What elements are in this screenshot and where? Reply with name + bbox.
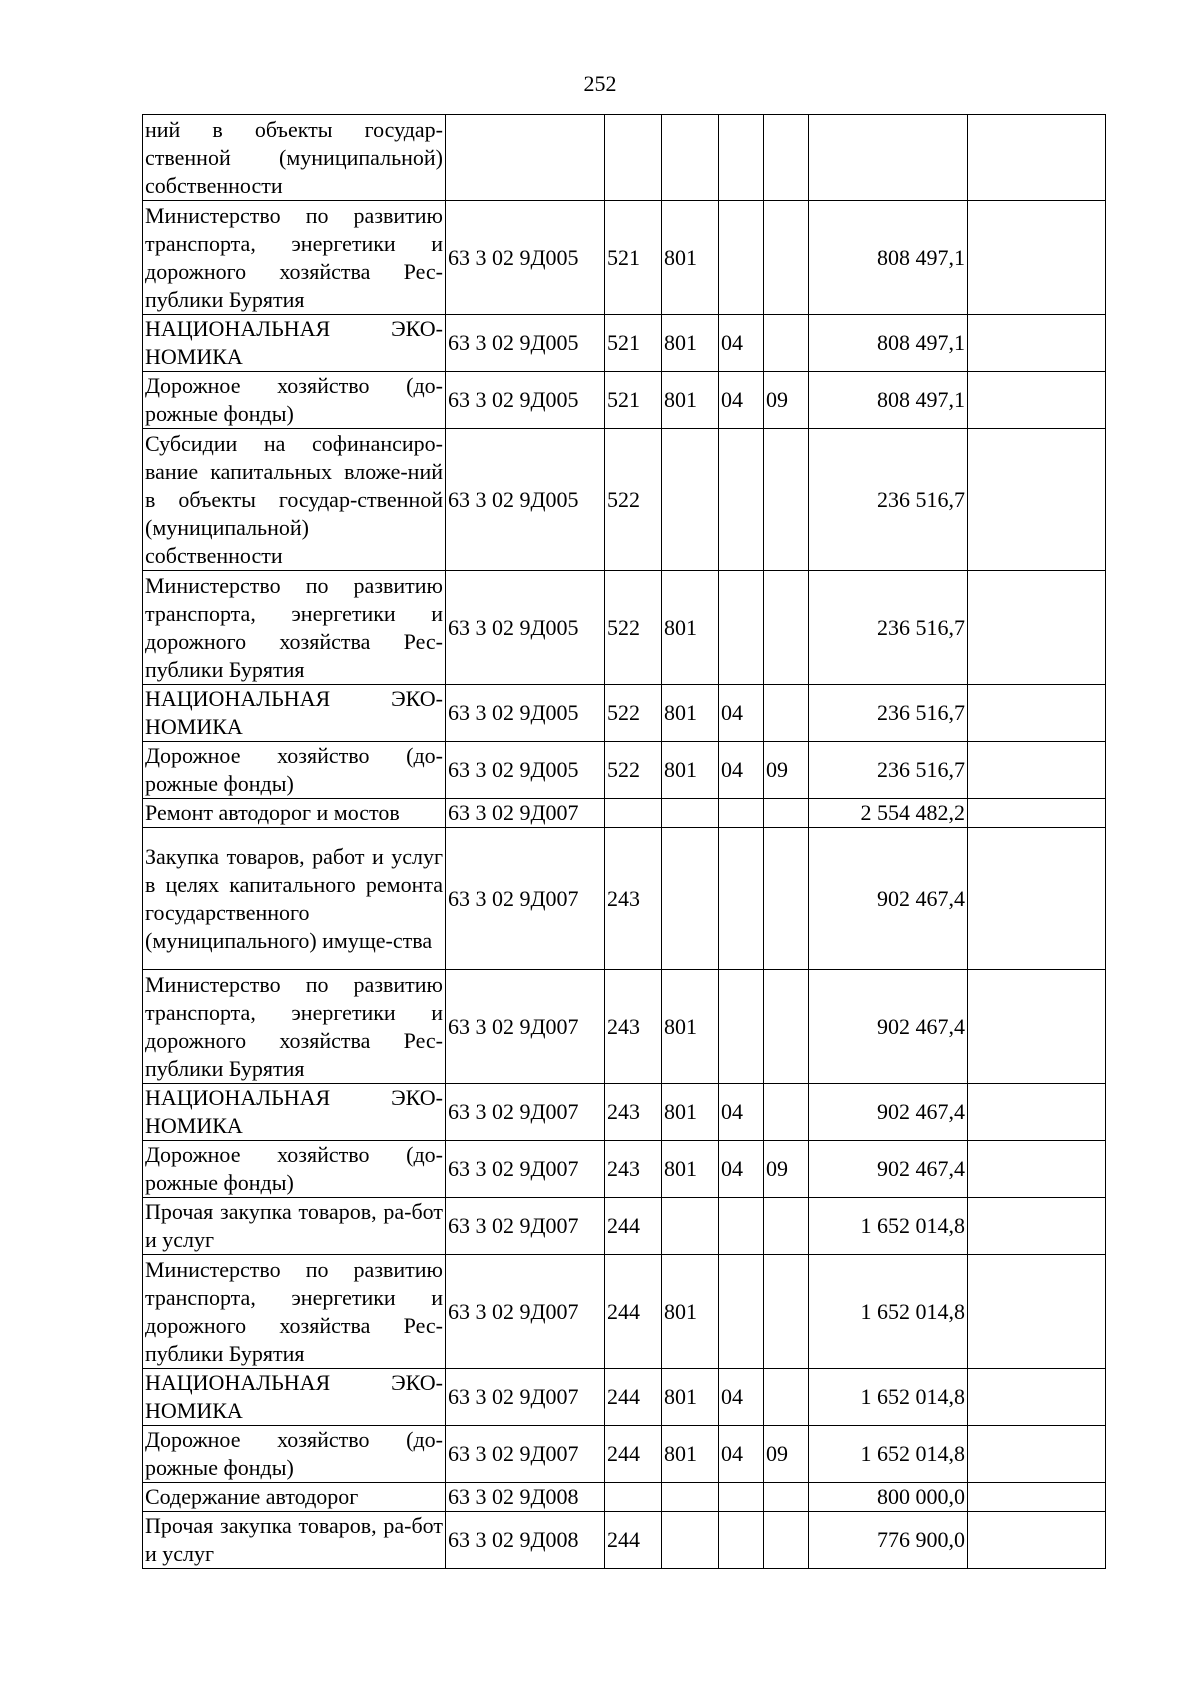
cell-section (719, 799, 764, 828)
cell-extra (968, 1483, 1106, 1512)
cell-target-code: 63 3 02 9Д007 (446, 799, 605, 828)
table-row (143, 429, 1106, 571)
cell-amount: 236 516,7 (809, 571, 968, 685)
cell-extra (968, 571, 1106, 685)
cell-section: 04 (719, 685, 764, 742)
cell-extra (968, 970, 1106, 1084)
cell-administrator: 801 (662, 201, 719, 315)
page-number: 252 (583, 71, 617, 96)
table-row (143, 1255, 1106, 1369)
cell-subsection (764, 571, 809, 685)
table-row (143, 115, 1106, 201)
cell-name: Дорожное хозяйство (до-рожные фонды) (143, 1141, 446, 1198)
cell-administrator: 801 (662, 970, 719, 1084)
cell-subsection (764, 115, 809, 201)
cell-subsection (764, 201, 809, 315)
cell-administrator: 801 (662, 571, 719, 685)
cell-administrator: 801 (662, 685, 719, 742)
cell-section (719, 1512, 764, 1569)
cell-target-code: 63 3 02 9Д007 (446, 1369, 605, 1426)
cell-expense-type: 244 (605, 1255, 662, 1369)
cell-extra (968, 1512, 1106, 1569)
cell-target-code: 63 3 02 9Д005 (446, 201, 605, 315)
cell-administrator: 801 (662, 372, 719, 429)
cell-amount: 776 900,0 (809, 1512, 968, 1569)
cell-amount: 902 467,4 (809, 828, 968, 970)
table-row (143, 828, 1106, 970)
cell-extra (968, 1084, 1106, 1141)
cell-name: Министерство по развитию транспорта, энергетики и дорожного хозяйства Рес-публики Бурятия (143, 970, 446, 1084)
cell-target-code: 63 3 02 9Д007 (446, 970, 605, 1084)
cell-expense-type: 243 (605, 970, 662, 1084)
cell-amount: 808 497,1 (809, 372, 968, 429)
cell-target-code: 63 3 02 9Д005 (446, 742, 605, 799)
cell-target-code: 63 3 02 9Д005 (446, 315, 605, 372)
cell-section (719, 201, 764, 315)
cell-name: Закупка товаров, работ и услуг в целях капитального ремонта государственного (муниципального) имуще-ства (143, 828, 446, 970)
cell-section: 04 (719, 1426, 764, 1483)
cell-extra (968, 372, 1106, 429)
cell-administrator (662, 828, 719, 970)
cell-extra (968, 429, 1106, 571)
cell-section: 04 (719, 315, 764, 372)
cell-amount: 808 497,1 (809, 315, 968, 372)
cell-target-code: 63 3 02 9Д007 (446, 828, 605, 970)
cell-section: 04 (719, 1369, 764, 1426)
cell-amount: 808 497,1 (809, 201, 968, 315)
cell-target-code: 63 3 02 9Д007 (446, 1255, 605, 1369)
cell-target-code: 63 3 02 9Д005 (446, 571, 605, 685)
table-row (143, 1198, 1106, 1255)
cell-expense-type: 522 (605, 571, 662, 685)
cell-target-code (446, 115, 605, 201)
cell-amount: 1 652 014,8 (809, 1426, 968, 1483)
cell-extra (968, 315, 1106, 372)
cell-amount: 236 516,7 (809, 742, 968, 799)
cell-administrator: 801 (662, 315, 719, 372)
cell-name: Министерство по развитию транспорта, энергетики и дорожного хозяйства Рес-публики Бурятия (143, 571, 446, 685)
cell-amount: 902 467,4 (809, 1141, 968, 1198)
cell-name: Прочая закупка товаров, ра-бот и услуг (143, 1198, 446, 1255)
cell-target-code: 63 3 02 9Д005 (446, 372, 605, 429)
cell-expense-type: 244 (605, 1369, 662, 1426)
cell-subsection (764, 1084, 809, 1141)
cell-target-code: 63 3 02 9Д007 (446, 1141, 605, 1198)
cell-section (719, 1483, 764, 1512)
cell-administrator (662, 1512, 719, 1569)
table-row (143, 1084, 1106, 1141)
cell-expense-type: 243 (605, 828, 662, 970)
cell-target-code: 63 3 02 9Д007 (446, 1084, 605, 1141)
table-row (143, 742, 1106, 799)
cell-subsection (764, 1483, 809, 1512)
cell-subsection: 09 (764, 1141, 809, 1198)
cell-extra (968, 1141, 1106, 1198)
cell-name: Министерство по развитию транспорта, энергетики и дорожного хозяйства Рес-публики Бурятия (143, 1255, 446, 1369)
cell-section (719, 115, 764, 201)
cell-extra (968, 742, 1106, 799)
cell-subsection (764, 685, 809, 742)
cell-section: 04 (719, 1141, 764, 1198)
cell-target-code: 63 3 02 9Д007 (446, 1426, 605, 1483)
cell-name: НАЦИОНАЛЬНАЯ ЭКО-НОМИКА (143, 1084, 446, 1141)
budget-table (142, 114, 1106, 1569)
cell-extra (968, 201, 1106, 315)
cell-section (719, 1255, 764, 1369)
cell-name: НАЦИОНАЛЬНАЯ ЭКО-НОМИКА (143, 315, 446, 372)
cell-expense-type: 244 (605, 1426, 662, 1483)
cell-subsection (764, 1255, 809, 1369)
cell-amount: 1 652 014,8 (809, 1255, 968, 1369)
cell-subsection (764, 1369, 809, 1426)
table-row (143, 1426, 1106, 1483)
cell-expense-type: 521 (605, 201, 662, 315)
cell-subsection (764, 1512, 809, 1569)
cell-subsection: 09 (764, 372, 809, 429)
cell-name: Дорожное хозяйство (до-рожные фонды) (143, 372, 446, 429)
cell-target-code: 63 3 02 9Д007 (446, 1198, 605, 1255)
cell-administrator (662, 1198, 719, 1255)
cell-expense-type: 244 (605, 1198, 662, 1255)
cell-expense-type: 244 (605, 1512, 662, 1569)
cell-subsection (764, 970, 809, 1084)
cell-name: НАЦИОНАЛЬНАЯ ЭКО-НОМИКА (143, 685, 446, 742)
cell-section (719, 571, 764, 685)
cell-administrator (662, 1483, 719, 1512)
table-row (143, 685, 1106, 742)
cell-administrator (662, 799, 719, 828)
cell-name: Дорожное хозяйство (до-рожные фонды) (143, 1426, 446, 1483)
cell-extra (968, 1255, 1106, 1369)
cell-expense-type (605, 799, 662, 828)
cell-expense-type: 522 (605, 685, 662, 742)
table-row (143, 970, 1106, 1084)
cell-subsection: 09 (764, 1426, 809, 1483)
cell-amount: 902 467,4 (809, 970, 968, 1084)
cell-expense-type: 521 (605, 315, 662, 372)
cell-administrator: 801 (662, 1369, 719, 1426)
table-row (143, 571, 1106, 685)
table-row (143, 1141, 1106, 1198)
cell-section: 04 (719, 372, 764, 429)
cell-administrator: 801 (662, 1141, 719, 1198)
cell-extra (968, 828, 1106, 970)
cell-administrator: 801 (662, 1084, 719, 1141)
cell-amount: 902 467,4 (809, 1084, 968, 1141)
cell-target-code: 63 3 02 9Д008 (446, 1483, 605, 1512)
cell-name: Министерство по развитию транспорта, энергетики и дорожного хозяйства Рес-публики Бурятия (143, 201, 446, 315)
cell-amount: 800 000,0 (809, 1483, 968, 1512)
cell-subsection: 09 (764, 742, 809, 799)
cell-subsection (764, 315, 809, 372)
cell-administrator: 801 (662, 1255, 719, 1369)
cell-name: Прочая закупка товаров, ра-бот и услуг (143, 1512, 446, 1569)
cell-extra (968, 799, 1106, 828)
cell-expense-type: 521 (605, 372, 662, 429)
cell-amount: 236 516,7 (809, 429, 968, 571)
cell-name: НАЦИОНАЛЬНАЯ ЭКО-НОМИКА (143, 1369, 446, 1426)
cell-expense-type (605, 1483, 662, 1512)
table-row (143, 315, 1106, 372)
cell-expense-type: 522 (605, 429, 662, 571)
cell-subsection (764, 1198, 809, 1255)
cell-section: 04 (719, 742, 764, 799)
cell-amount (809, 115, 968, 201)
cell-expense-type: 243 (605, 1141, 662, 1198)
cell-amount: 1 652 014,8 (809, 1198, 968, 1255)
cell-target-code: 63 3 02 9Д005 (446, 429, 605, 571)
cell-subsection (764, 799, 809, 828)
table-row (143, 1512, 1106, 1569)
cell-name: ний в объекты государ-ственной (муниципальной) собственности (143, 115, 446, 201)
cell-administrator (662, 429, 719, 571)
cell-name: Содержание автодорог (143, 1483, 446, 1512)
cell-extra (968, 1198, 1106, 1255)
cell-administrator: 801 (662, 742, 719, 799)
cell-section (719, 828, 764, 970)
cell-section: 04 (719, 1084, 764, 1141)
cell-target-code: 63 3 02 9Д008 (446, 1512, 605, 1569)
cell-administrator (662, 115, 719, 201)
cell-subsection (764, 429, 809, 571)
cell-amount: 1 652 014,8 (809, 1369, 968, 1426)
cell-name: Субсидии на софинансиро-вание капитальных вложе-ний в объекты государ-ственной (муниципальной) собственности (143, 429, 446, 571)
cell-name: Дорожное хозяйство (до-рожные фонды) (143, 742, 446, 799)
table-row (143, 799, 1106, 828)
cell-amount: 236 516,7 (809, 685, 968, 742)
cell-expense-type: 522 (605, 742, 662, 799)
cell-expense-type: 243 (605, 1084, 662, 1141)
cell-amount: 2 554 482,2 (809, 799, 968, 828)
cell-expense-type (605, 115, 662, 201)
table-row (143, 1369, 1106, 1426)
cell-section (719, 1198, 764, 1255)
cell-subsection (764, 828, 809, 970)
table-row (143, 201, 1106, 315)
cell-section (719, 429, 764, 571)
cell-administrator: 801 (662, 1426, 719, 1483)
cell-extra (968, 1369, 1106, 1426)
table-row (143, 1483, 1106, 1512)
cell-target-code: 63 3 02 9Д005 (446, 685, 605, 742)
cell-name: Ремонт автодорог и мостов (143, 799, 446, 828)
cell-extra (968, 115, 1106, 201)
table-row (143, 372, 1106, 429)
table-body (143, 115, 1106, 1569)
cell-section (719, 970, 764, 1084)
cell-extra (968, 1426, 1106, 1483)
cell-extra (968, 685, 1106, 742)
